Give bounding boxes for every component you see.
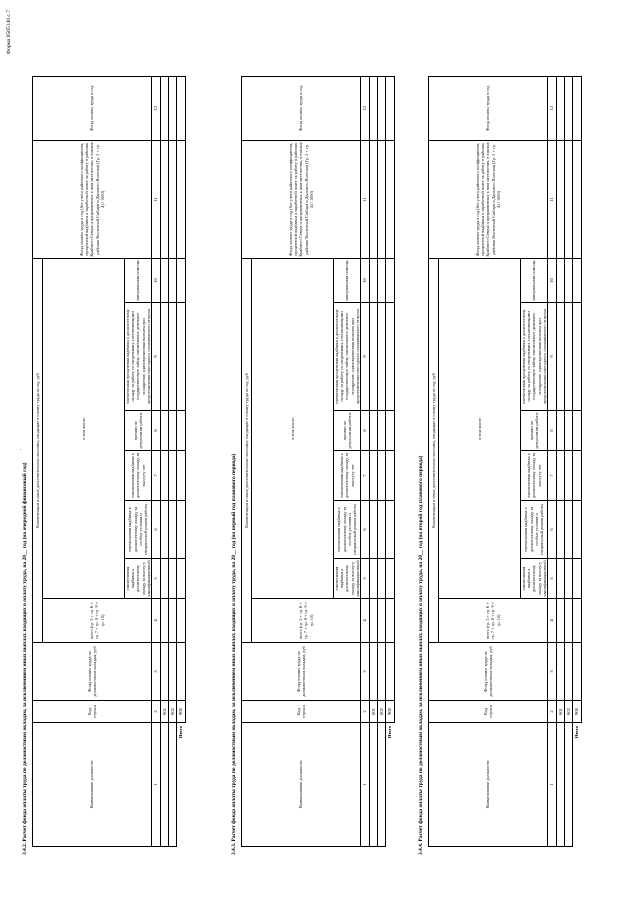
colnum: 1 (548, 723, 557, 847)
cell[interactable] (573, 303, 582, 411)
cell[interactable] (378, 411, 386, 451)
cell[interactable] (169, 559, 177, 599)
cell[interactable] (573, 411, 582, 451)
colnum: 7 (152, 451, 161, 501)
row-code: 001 (161, 701, 169, 723)
header-special-conditions-allowance: ежемесячная надбавка к должностному окладу за особые условия и специальный режим работы (333, 501, 360, 559)
total-row (386, 76, 395, 846)
cell[interactable] (177, 411, 186, 451)
cell[interactable] (370, 76, 378, 140)
cell[interactable] (378, 303, 386, 411)
cell[interactable] (565, 258, 573, 302)
cell[interactable] (378, 140, 386, 258)
cell[interactable] (386, 451, 395, 501)
row-code: 002 (169, 701, 177, 723)
cell[interactable] (573, 451, 582, 501)
table-row (370, 76, 378, 846)
cell[interactable] (161, 643, 169, 701)
colnum: 2 (548, 701, 557, 723)
table-row (565, 76, 573, 846)
cell[interactable] (573, 140, 582, 258)
colnum: 10 (548, 258, 557, 302)
cell[interactable] (386, 559, 395, 599)
cell[interactable] (169, 258, 177, 302)
header-in-that-number: в том числе: (252, 258, 334, 598)
section-table-1 (32, 76, 186, 847)
cell[interactable] (161, 258, 169, 302)
section-title-1: 3.4.2. Расчет фонда оплаты труда по должностным окладам, за исключением иных выплат, входящих в оплату труда, на 20__ год (на очередной финансовый год) (22, 462, 28, 855)
colnum: 8 (152, 411, 161, 451)
form-code: Форма 0505140 с.7 (6, 10, 12, 55)
header-fot-salary: Фонд оплаты труда по должностным окладам, руб (242, 643, 361, 701)
cell[interactable] (370, 501, 378, 559)
colnum: 3 (152, 643, 161, 701)
cell[interactable] (378, 643, 386, 701)
header-in-that-number: в том числе: (43, 258, 125, 598)
cell[interactable] (370, 140, 378, 258)
cell[interactable] (565, 303, 573, 411)
cell[interactable] (378, 76, 386, 140)
cell[interactable] (378, 599, 386, 643)
colnum: 3 (361, 643, 370, 701)
cell[interactable] (557, 723, 565, 847)
header-material-aid: материальная помощь (520, 258, 547, 302)
cell[interactable] (557, 76, 565, 140)
header-compensations-group: Компенсации и иные дополнительные выплаты, входящие в оплату труда за год, руб (429, 258, 439, 642)
cell[interactable] (386, 303, 395, 411)
colnum: 12 (548, 76, 557, 140)
header-total: всего (гр. 5 + гр. 6 + гр. 7 + гр. 8 + гр. 9 + гр. 10) (252, 599, 361, 643)
header-qualification-allowance: ежемесячная надбавка к должностному окладу за выслугу квалификационный (124, 560, 151, 597)
header-fot-salary: Фонд оплаты труда по должностным окладам, руб (33, 643, 152, 701)
colnum: 1 (361, 723, 370, 847)
cell[interactable] (177, 643, 186, 701)
colnum: 10 (152, 258, 161, 302)
header-material-aid: материальная помощь (333, 258, 360, 302)
total-code: 900 (177, 701, 186, 723)
total-row (177, 76, 186, 846)
cell[interactable] (177, 451, 186, 501)
cell[interactable] (386, 140, 395, 258)
cell[interactable] (557, 599, 565, 643)
table-row (161, 76, 169, 846)
cell[interactable] (177, 501, 186, 559)
cell[interactable] (565, 451, 573, 501)
colnum: 8 (548, 411, 557, 451)
cell[interactable] (557, 140, 565, 258)
header-qualification-allowance: ежемесячная надбавка к должностному окладу за выслугу квалификационный (333, 560, 360, 597)
cell[interactable] (370, 643, 378, 701)
cell[interactable] (177, 599, 186, 643)
cell[interactable] (573, 559, 582, 599)
cell[interactable] (573, 643, 582, 701)
cell[interactable] (161, 559, 169, 599)
cell[interactable] (161, 140, 169, 258)
colnum: 12 (361, 76, 370, 140)
row-code: 001 (370, 701, 378, 723)
cell[interactable] (573, 258, 582, 302)
header-total: всего (гр. 5 + гр. 6 + гр. 7 + гр. 8 + гр. 9 + гр. 10) (439, 599, 548, 643)
colnum: 12 (152, 76, 161, 140)
colnum: 5 (152, 559, 161, 599)
cell[interactable] (565, 599, 573, 643)
cell[interactable] (573, 501, 582, 559)
header-seniority-allowance: ежемесячная надбавка к должностному окладу за выслугу лет (333, 451, 360, 501)
colnum: 10 (361, 258, 370, 302)
cell[interactable] (565, 643, 573, 701)
header-bonus: премии по результатам работы (124, 411, 151, 451)
cell[interactable] (557, 451, 565, 501)
cell[interactable] (378, 258, 386, 302)
colnum: 11 (548, 140, 557, 258)
cell[interactable] (161, 76, 169, 140)
colnum: 6 (548, 501, 557, 559)
cell[interactable] (378, 559, 386, 599)
colnum: 4 (152, 599, 161, 643)
cell[interactable] (161, 303, 169, 411)
cell[interactable] (161, 723, 169, 847)
total-code: 900 (573, 701, 582, 723)
cell[interactable] (169, 411, 177, 451)
cell[interactable] (177, 559, 186, 599)
header-qualification-allowance: ежемесячная надбавка к должностному окладу за выслугу квалификационный (520, 560, 547, 597)
header-compensations-group: Компенсации и иные дополнительные выплаты, входящие в оплату труда за год, руб (242, 258, 252, 642)
cell[interactable] (177, 303, 186, 411)
cell[interactable] (386, 599, 395, 643)
colnum: 11 (361, 140, 370, 258)
header-state-secret-allowance: ежемесячная процентная надбавка к должностному окладу за работу со сведениями, составляющими государственную тайну, ежемесячное денежное поощрение, единовременная выплата при предоставлении ежегодного оплачиваемого отпуска (124, 303, 151, 411)
cell[interactable] (378, 451, 386, 501)
header-position-name: Наименование должности (33, 723, 152, 847)
cell[interactable] (386, 501, 395, 559)
cell[interactable] (565, 76, 573, 140)
cell[interactable] (161, 501, 169, 559)
cell[interactable] (161, 451, 169, 501)
header-in-that-number: в том числе: (439, 258, 521, 598)
header-special-conditions-allowance: ежемесячная надбавка к должностному окладу за особые условия и специальный режим работы (124, 501, 151, 559)
cell[interactable] (169, 140, 177, 258)
colnum: 4 (548, 599, 557, 643)
header-seniority-allowance: ежемесячная надбавка к должностному окладу за выслугу лет (520, 451, 547, 501)
cell[interactable] (370, 411, 378, 451)
table-row (169, 76, 177, 846)
header-fot-year-without-coeff: Фонд оплаты труда в год (без учета районного коэффициента, процентной надбавки к заработной плате за работу в районах Крайнего Севера и приравненных к ним местностях, в южных районах Восточной Сибири и Дальнего Востока) (Гр. 3 + гр. 4) / 1000) (242, 140, 361, 258)
header-fot-year: Фонд оплаты труда в год (242, 76, 361, 140)
section-table-2 (241, 76, 395, 847)
header-bonus: премии по результатам работы (520, 411, 547, 451)
colnum: 8 (361, 411, 370, 451)
cell[interactable] (370, 723, 378, 847)
cell[interactable] (169, 303, 177, 411)
cell[interactable] (370, 451, 378, 501)
header-row-code: Код строки (242, 701, 361, 723)
total-label: Итого (574, 726, 580, 739)
cell[interactable] (573, 76, 582, 140)
cell[interactable] (557, 303, 565, 411)
cell[interactable] (370, 599, 378, 643)
header-bonus: премии по результатам работы (333, 411, 360, 451)
header-fot-year: Фонд оплаты труда в год (33, 76, 152, 140)
header-material-aid: материальная помощь (124, 258, 151, 302)
cell[interactable] (565, 501, 573, 559)
cell[interactable] (169, 451, 177, 501)
row-code: 002 (378, 701, 386, 723)
cell[interactable] (557, 411, 565, 451)
colnum: 3 (548, 643, 557, 701)
cell[interactable] (169, 643, 177, 701)
total-label: Итого (178, 726, 184, 739)
colnum: 9 (152, 303, 161, 411)
cell[interactable] (378, 501, 386, 559)
cell[interactable] (177, 140, 186, 258)
table-row (378, 76, 386, 846)
cell[interactable] (565, 723, 573, 847)
colnum: 1 (152, 723, 161, 847)
colnum: 7 (361, 451, 370, 501)
cell[interactable] (169, 76, 177, 140)
header-position-name: Наименование должности (242, 723, 361, 847)
section-title-2: 3.4.3. Расчет фонда оплаты труда по должностным окладам, за исключением иных выплат, входящих в оплату труда, на 20__ год (на первый год планового периода) (231, 453, 237, 855)
header-state-secret-allowance: ежемесячная процентная надбавка к должностному окладу за работу со сведениями, составляющими государственную тайну, ежемесячное денежное поощрение, единовременная выплата при предоставлении ежегодного оплачиваемого отпуска (333, 303, 360, 411)
cell[interactable] (177, 258, 186, 302)
cell[interactable] (557, 643, 565, 701)
cell[interactable] (386, 258, 395, 302)
colnum: 2 (152, 701, 161, 723)
header-seniority-allowance: ежемесячная надбавка к должностному окладу за выслугу лет (124, 451, 151, 501)
header-compensations-group: Компенсации и иные дополнительные выплаты, входящие в оплату труда за год, руб (33, 258, 43, 642)
header-state-secret-allowance: ежемесячная процентная надбавка к должностному окладу за работу со сведениями, составляющими государственную тайну, ежемесячное денежное поощрение, единовременная выплата при предоставлении ежегодного оплачиваемого отпуска (520, 303, 547, 411)
header-fot-salary: Фонд оплаты труда по должностным окладам, руб (429, 643, 548, 701)
colnum: 11 (152, 140, 161, 258)
section-table-3 (428, 76, 582, 847)
header-total: всего (гр. 5 + гр. 6 + гр. 7 + гр. 8 + гр. 9 + гр. 10) (43, 599, 152, 643)
cell[interactable] (565, 140, 573, 258)
colnum: 6 (361, 501, 370, 559)
colnum: 6 (152, 501, 161, 559)
header-fot-year-without-coeff: Фонд оплаты труда в год (без учета районного коэффициента, процентной надбавки к заработной плате за работу в районах Крайнего Севера и приравненных к ним местностях, в южных районах Восточной Сибири и Дальнего Востока) (Гр. 3 + гр. 4) / 1000) (33, 140, 152, 258)
section-title-3: 3.4.4. Расчет фонда оплаты труда по должностным окладам, за исключением иных выплат, входящих в оплату труда, на 20__ год (на второй год планового периода) (418, 455, 424, 855)
cell[interactable] (565, 411, 573, 451)
header-row-code: Код строки (33, 701, 152, 723)
colnum: 9 (361, 303, 370, 411)
cell[interactable] (557, 559, 565, 599)
colnum: 4 (361, 599, 370, 643)
cell[interactable] (378, 723, 386, 847)
total-code: 900 (386, 701, 395, 723)
cell[interactable] (169, 599, 177, 643)
cell[interactable] (370, 258, 378, 302)
cell[interactable] (169, 723, 177, 847)
cell[interactable] (161, 411, 169, 451)
colnum: 9 (548, 303, 557, 411)
colnum: 7 (548, 451, 557, 501)
colnum: 2 (361, 701, 370, 723)
header-fot-year: Фонд оплаты труда в год (429, 76, 548, 140)
colnum: 5 (548, 559, 557, 599)
header-row-code: Код строки (429, 701, 548, 723)
colnum: 5 (361, 559, 370, 599)
cell[interactable] (386, 76, 395, 140)
header-special-conditions-allowance: ежемесячная надбавка к должностному окладу за особые условия и специальный режим работы (520, 501, 547, 559)
header-position-name: Наименование должности (429, 723, 548, 847)
total-label: Итого (387, 726, 393, 739)
cell[interactable] (386, 643, 395, 701)
cell[interactable] (370, 303, 378, 411)
cell[interactable] (386, 411, 395, 451)
table-row (557, 76, 565, 846)
cell[interactable] (565, 559, 573, 599)
cell[interactable] (573, 599, 582, 643)
row-code: 001 (557, 701, 565, 723)
cell[interactable] (177, 76, 186, 140)
cell[interactable] (169, 501, 177, 559)
cell[interactable] (557, 501, 565, 559)
row-code: 002 (565, 701, 573, 723)
cell[interactable] (557, 258, 565, 302)
header-fot-year-without-coeff: Фонд оплаты труда в год (без учета районного коэффициента, процентной надбавки к заработной плате за работу в районах Крайнего Севера и приравненных к ним местностях, в южных районах Восточной Сибири и Дальнего Востока) (Гр. 3 + гр. 4) / 1000) (429, 140, 548, 258)
cell[interactable] (161, 599, 169, 643)
total-row (573, 76, 582, 846)
cell[interactable] (370, 559, 378, 599)
scan-speck (20, 449, 21, 450)
